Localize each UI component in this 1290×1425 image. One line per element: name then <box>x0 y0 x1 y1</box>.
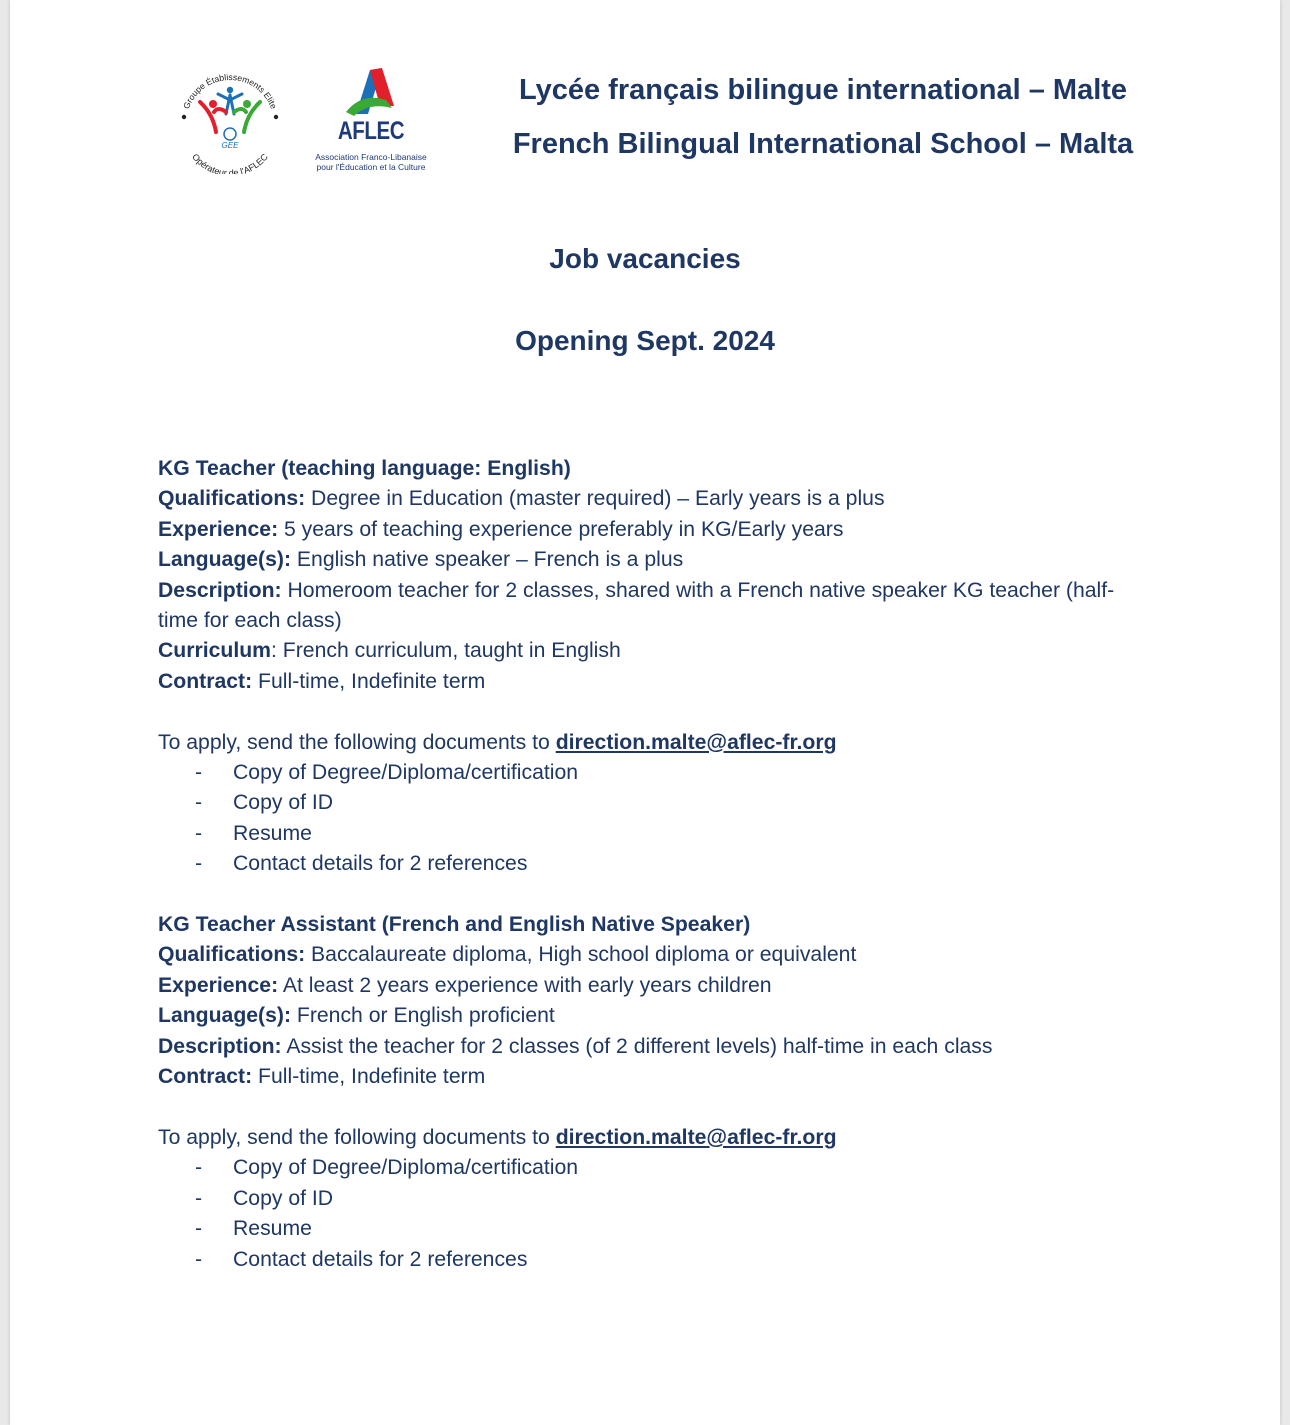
qualifications-label: Qualifications: <box>158 487 306 511</box>
qualifications-row <box>158 940 1148 970</box>
experience-value: 5 years of teaching experience preferably in KG/Early years <box>278 517 844 541</box>
contract-value: Full-time, Indefinite term <box>252 1065 486 1089</box>
list-marker: - <box>195 1186 203 1210</box>
spacer <box>158 697 1148 727</box>
experience-value: At least 2 years experience with early years children <box>278 973 772 997</box>
qualifications-value: Degree in Education (master required) – Early years is a plus <box>305 487 885 511</box>
languages-value: French or English proficient <box>291 1004 555 1028</box>
languages-row <box>158 545 1148 575</box>
list-marker: - <box>195 761 203 785</box>
job-posting-kg-teacher-assistant <box>158 910 1148 1275</box>
list-item <box>158 1184 1148 1214</box>
contract-label: Contract: <box>158 669 253 693</box>
job-title: KG Teacher Assistant (French and English Native Speaker) <box>158 913 751 937</box>
languages-label: Language(s): <box>158 548 292 572</box>
qualifications-value: Baccalaureate diploma, High school diploma or equivalent <box>305 943 857 967</box>
description-label: Description: <box>158 578 282 602</box>
description-label: Description: <box>158 1034 282 1058</box>
apply-text: To apply, send the following documents to <box>158 1125 556 1149</box>
languages-value: English native speaker – French is a plus <box>291 548 684 572</box>
contract-value: Full-time, Indefinite term <box>252 669 486 693</box>
list-item <box>158 758 1148 788</box>
list-marker: - <box>195 821 203 845</box>
page-subtitle: Opening Sept. 2024 <box>515 325 775 356</box>
document-label: Resume <box>233 821 312 845</box>
document-label: Resume <box>233 1217 312 1241</box>
contract-row <box>158 1062 1148 1092</box>
contract-row <box>158 667 1148 697</box>
apply-text: To apply, send the following documents to <box>158 730 556 754</box>
document-label: Copy of Degree/Diploma/certification <box>233 1156 579 1180</box>
list-item <box>158 1153 1148 1183</box>
school-name-en: French Bilingual International School – Malta <box>512 128 1134 160</box>
experience-row <box>158 971 1148 1001</box>
description-value: Assist the teacher for 2 classes (of 2 different levels) half-time in each class <box>281 1034 993 1058</box>
experience-label: Experience: <box>158 517 279 541</box>
qualifications-label: Qualifications: <box>158 943 306 967</box>
list-item <box>158 819 1148 849</box>
languages-row <box>158 1001 1148 1031</box>
curriculum-row <box>158 636 1148 666</box>
document-label: Copy of Degree/Diploma/certification <box>233 761 579 785</box>
aflec-logo <box>306 62 446 174</box>
spacer <box>158 1093 1148 1123</box>
document-label: Contact details for 2 references <box>233 852 528 876</box>
school-name-fr: Lycée français bilingue international – Malte <box>518 74 1128 106</box>
list-item <box>158 849 1148 879</box>
document-label: Copy of ID <box>233 791 334 815</box>
contract-label: Contract: <box>158 1065 253 1089</box>
languages-label: Language(s): <box>158 1004 292 1028</box>
job-listings <box>158 454 1148 1275</box>
gee-arc-bottom-text: Opérateur de l'AFLEC <box>190 151 270 174</box>
svg-text:Opérateur de l'AFLEC <box>190 151 270 174</box>
spacer <box>158 880 1148 910</box>
list-marker: - <box>195 1156 203 1180</box>
experience-label: Experience: <box>158 973 279 997</box>
apply-email-link[interactable]: direction.malte@aflec-fr.org <box>555 730 837 754</box>
list-item <box>158 788 1148 818</box>
aflec-wordmark: AFLEC <box>337 117 405 145</box>
gee-arc-top-text: Groupe Établissements Elite <box>180 71 280 111</box>
list-marker: - <box>195 852 203 876</box>
apply-instructions <box>158 1123 1148 1153</box>
aflec-subtitle-line1: Association Franco-Libanaise <box>315 152 427 162</box>
description-value: Homeroom teacher for 2 classes, shared with a French native speaker KG teacher (half-time for each class) <box>158 578 1115 633</box>
experience-row <box>158 515 1148 545</box>
qualifications-row <box>158 484 1148 514</box>
curriculum-label: Curriculum <box>158 639 272 663</box>
curriculum-value: : French curriculum, taught in English <box>271 639 621 663</box>
gee-center-text: GEE <box>221 141 239 150</box>
gee-logo <box>168 62 292 174</box>
list-marker: - <box>195 1247 203 1271</box>
aflec-subtitle <box>306 152 436 172</box>
job-posting-kg-teacher <box>158 454 1148 880</box>
list-marker: - <box>195 791 203 815</box>
document-label: Contact details for 2 references <box>233 1247 528 1271</box>
list-item <box>158 1245 1148 1275</box>
required-documents-list <box>158 758 1148 880</box>
document-page <box>10 0 1280 1425</box>
list-marker: - <box>195 1217 203 1241</box>
list-item <box>158 1214 1148 1244</box>
document-label: Copy of ID <box>233 1186 334 1210</box>
description-row <box>158 1032 1148 1062</box>
job-title: KG Teacher (teaching language: English) <box>158 457 571 480</box>
required-documents-list <box>158 1153 1148 1275</box>
description-row <box>158 576 1148 637</box>
apply-instructions <box>158 728 1148 758</box>
aflec-subtitle-line2: pour l'Éducation et la Culture <box>316 162 426 172</box>
aflec-emblem-green-shape <box>346 98 392 116</box>
page-title: Job vacancies <box>549 243 741 274</box>
apply-email-link[interactable]: direction.malte@aflec-fr.org <box>555 1125 837 1149</box>
